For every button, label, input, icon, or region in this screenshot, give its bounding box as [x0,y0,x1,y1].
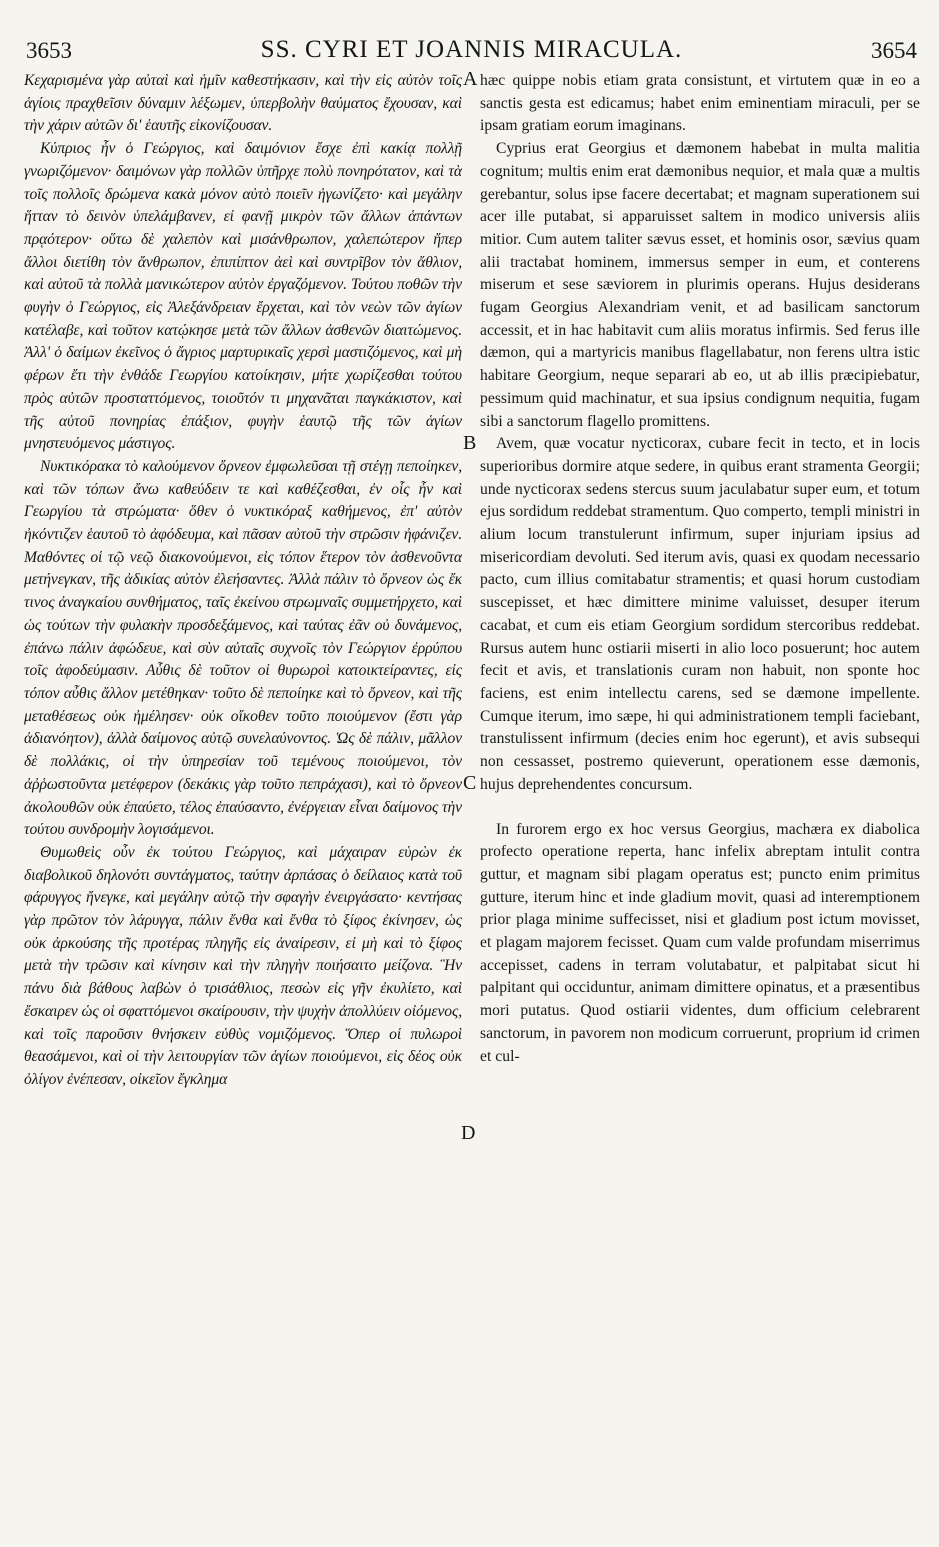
latin-paragraph: In furorem ergo ex hoc versus Georgius, machæra ex diabolica profecto operatione reperta, hanc infelix abreptam intulit contra guttur, et magnam sibi plagam operatus est; puncto enim primitus gutture, iterum hinc et inde gladium movit, quasi ad interemptionem prior plaga minime suffecisset, nisi et gladium post ictum movisset, et plagam majorem fecisset. Quam cum valde profundam miserrimus accepisset, cadens in terram volutabatur, et palpitabat sicut hi palpitant qui occiduntur, animam dimittere opinatus, et a præsentibus mori putatus. Quod ostiarii videntes, dum officium celebrarent sanctorum, in pavorem non modicum corruerunt, proprium id crimen et cul- [480,820,920,1065]
latin-paragraph: Avem, quæ vocatur nycticorax, cubare fecit in tecto, et in locis superioribus dormire atque sedere, in quibus erant stramenta Georgii; unde nycticorax sedens stercus suum jaculabatur super eum, et totum ejus sordidum reddebat stramentum. Quo comperto, templi ministri in alium locum transtulerunt infirmum, super injuriam ipsius ad misericordiam devoluti. Sed iterum avis, quasi ex quodam necessario pacto, cum illius comitabatur stramentis; et quasi horum custodiam suscepisset, et hæc dimittere minime valuisset, desuper iterum cacabat, et cum eis etiam Georgium sordidum stercoribus reddebat. Rursus autem hunc ostiarii miserti in alio loco posuerunt; hoc autem fecit et avis, et translationis curam non habuit, non sponte hoc faciens, est enim intellectu carens, sed se dæmone impellente. Cumque iterum, imo sæpe, hi qui administrationem templi faciebant, transtulissent infirmum (decies enim hoc egerunt), et avis subsequi non cessasset, postremo quieverunt, operationem esse dæmonis, hujus deprehendentes concursum. [480,435,920,793]
page-number-right: 3654 [871,38,917,63]
greek-paragraph: Νυκτικόρακα τὸ καλούμενον ὄρνεον ἐμφωλεῦσαι τῇ στέγῃ πεποίηκεν, καὶ τῶν τόπων ἄνω καθεύδειν τε καὶ καθέζεσθαι, ἐν οἷς ἦν καὶ Γεωργίου τὰ στρώματα· ὅθεν ὁ νυκτικόραξ καθήμενος, ἐπ' αὐτὸν ἠκόντιζεν ἑαυτοῦ τὸ ἀφόδευμα, καὶ πᾶσαν αὐτοῦ τὴν στρῶσιν ἠφάνιζεν. Μαθόντες οἱ τῷ νεῷ διακονούμενοι, εἰς τόπον ἕτερον τὸν ἀσθενοῦντα μετήνεγκαν, τῆς ἀδικίας αὐτὸν ἐλεήσαντες. Ἀλλὰ πάλιν τὸ ὄρνεον ὡς ἔκ τινος ἀναγκαίου συνθήματος, ταῖς ἐκείνου στρωμναῖς συμμετήρχετο, καὶ ὡς τούτων τὴν φυλακὴν προσδεξάμενος, καὶ ταύτας ἐᾶν οὐ δυνάμενος, ἐπάνω πάλιν ἀφώδευε, καὶ σὺν αὐταῖς συχνοῖς τὸν Γεώργιον ἐρρύπου τοῖς ἀφοδεύμασιν. Αὖθις δὲ τοῦτον οἱ θυρωροὶ κατοικτείραντες, εἰς τόπον αὖθις ἄλλον μετέθηκαν· τοῦτο δὲ πεποίηκε καὶ τὸ ὄρνεον, καὶ τῆς μεταθέσεως οὐκ ἠμέλησεν· οὐκ οἴκοθεν τοῦτο ποιούμενον (ἔστι γὰρ ἀδιανόητον), ἀλλὰ δαίμονος αὐτῷ συνελαύνοντος. Ὡς δὲ πάλιν, μᾶλλον δὲ πολλάκις, οἱ τὴν ὑπηρεσίαν τοῦ τεμένους ποιούμενοι, τὸν ἀῤῥωστοῦντα μετέφερον (δεκάκις γὰρ τοῦτο πεπράχασι), καὶ τὸ ὄρνεον ἀκολουθῶν οὐκ ἐπαύετο, τέλος ἐπαύσαντο, ἐνέργειαν εἶναι δαίμονος τὴν τούτου συνδρομὴν λογισάμενοι. [24,457,462,839]
greek-column [24,70,462,1520]
page-number-left: 3653 [26,38,72,63]
margin-letter-d: D [461,1122,476,1144]
latin-paragraph: hæc quippe nobis etiam grata consistunt, et virtutem quæ in eo a sanctis gesta est edicamus; habet enim eminentiam miraculi, per se ipsam gratiam eorum imaginans. [480,72,920,135]
margin-letter-a: A [463,68,478,90]
greek-paragraph: Θυμωθεὶς οὖν ἐκ τούτου Γεώργιος, καὶ μάχαιραν εὑρὼν ἐκ διαβολικοῦ δηλονότι συντάγματος, ταύτην ἁρπάσας ὁ δείλαιος κατὰ τοῦ φάρυγγος ἤνεγκε, καὶ μεγάλην αὐτῷ τὴν σφαγὴν ἐνειργάσατο· κεντήσας γὰρ πρῶτον τὸν λάρυγγα, πάλιν ἔνθα καὶ ἔνθα τὸ ξίφος ἐκίνησεν, ὡς οὐκ ἀρκούσης τῆς προτέρας πληγῆς εἰς ἀναίρεσιν, εἰ μὴ καὶ τὸ ξίφος μετὰ τὴν τρῶσιν καὶ κίνησιν καὶ τὴν πληγὴν ποιήσαιτο μείζονα. Ἣν πάνυ διὰ βάθους λαβὼν ὁ τρισάθλιος, πεσὼν εἰς γῆν ἐκυλίετο, καὶ ἔσκαιρεν ὡς οἱ σφαττόμενοι σκαίρουσιν, τὴν ψυχὴν ἀπολλύειν οἰόμενος, καὶ τοῖς παροῦσιν θνήσκειν εὐθὺς νομιζόμενος. Ὅπερ οἱ πυλωροὶ θεασάμενοι, καὶ οἱ τὴν λειτουργίαν τῶν ἁγίων ποιούμενοι, εἰς δέος οὐκ ὀλίγον ἐνέπεσαν, οἰκεῖον ἔγκλημα [24,843,462,1088]
margin-letter-c: C [463,772,477,794]
greek-paragraph: Κεχαρισμένα γὰρ αὐταὶ καὶ ἡμῖν καθεστήκασιν, καὶ τὴν εἰς αὐτὸν τοῖς ἁγίοις πραχθεῖσιν δύναμιν λέξωμεν, ὑπερβολὴν θαύματος ἔχουσαν, καὶ τὴν χάριν αὐτῶν δι' ἑαυτῆς εἰκονίζουσαν. [24,72,462,135]
page-header [24,32,919,68]
paragraph-gap [480,797,920,819]
latin-column [480,70,920,1520]
margin-letter-b: B [463,432,477,454]
greek-paragraph: Κύπριος ἦν ὁ Γεώργιος, καὶ δαιμόνιον ἔσχε ἐπὶ κακίᾳ πολλῇ γνωριζόμενον· δαιμόνων γὰρ πολλῶν ὑπῆρχε πολὺ πονηρότατον, καὶ τὰ τοῖς πολλοῖς δρώμενα κακὰ μόνον αὐτὸ ποιεῖν ἠγωνίζετο· καὶ μεγάλην ἥτταν τὸ δεινὸν ὑπελάμβανεν, εἰ φανῇ μικρὸν τῶν ἄλλων ἁπάντων πρᾳότερον· οὕτω δὲ χαλεπὸν καὶ μισάνθρωπον, χαλεπώτερον ἤπερ ἄλλοι διετίθη τὸν ἄνθρωπον, ἐπιπίπτον ἀεὶ καὶ συντρῖβον τὸν ἄθλιον, καὶ αὐτοῦ τὰ πολλὰ μανικώτερον αὐτὸν ἐργαζόμενον. Τούτου ποθῶν τὴν φυγὴν ὁ Γεώργιος, εἰς Ἀλεξάνδρειαν ἔρχεται, καὶ τὸν νεὼν τῶν ἁγίων κατέλαβε, καὶ τοῦτον κατῴκησε μετὰ τῶν ἄλλων ἀσθενῶν διαιτώμενος. Ἀλλ' ὁ δαίμων ἐκεῖνος ὁ ἄγριος μαρτυρικαῖς χερσὶ μαστιζόμενος, καὶ μὴ φέρων ἔτι τὴν ἐνθάδε Γεωργίου κατοίκησιν, μήτε χωρίζεσθαι τούτου πρὸς αὐτῶν προσταττόμενος, τοιοῦτόν τι μηχανᾶται παγκάκιστον, καὶ τῆς αὐτοῦ πονηρίας ἐπάξιον, φυγὴν ἑαυτῷ τῆς τῶν ἁγίων μνηστευόμενος μάστιγος. [24,140,462,453]
running-title: SS. CYRI ET JOANNIS MIRACULA. [260,36,683,63]
latin-paragraph: Cyprius erat Georgius et dæmonem habebat in multa malitia cognitum; multis enim erat dæmonibus nequior, et mala quæ a multis gerebantur, solus ipse facere decertabat; et magnam superationem sui acer ille putabat, si apparuisset saltem in modico universis aliis mitior. Cum autem taliter sævus esset, et hominis osor, sævius quam alii tractabat hominem, immersus semper in eum, et conterens miserum et sese sæviorem in plurimis operans. Hujus desiderans fugam Georgius Alexandriam venit, et ad basilicam sanctorum accessit, et in hac habitavit cum aliis moratus infirmis. Sed ferus ille dæmon, qui a martyricis manibus flagellabatur, non ferens ultra istic habitare Georgium, neque separari ab eo, ut ab illis præcipiebatur, pessimum quid machinatur, et sua ipsius condignum nequitia, fugam sibi a sanctorum flagello promittens. [480,140,920,430]
